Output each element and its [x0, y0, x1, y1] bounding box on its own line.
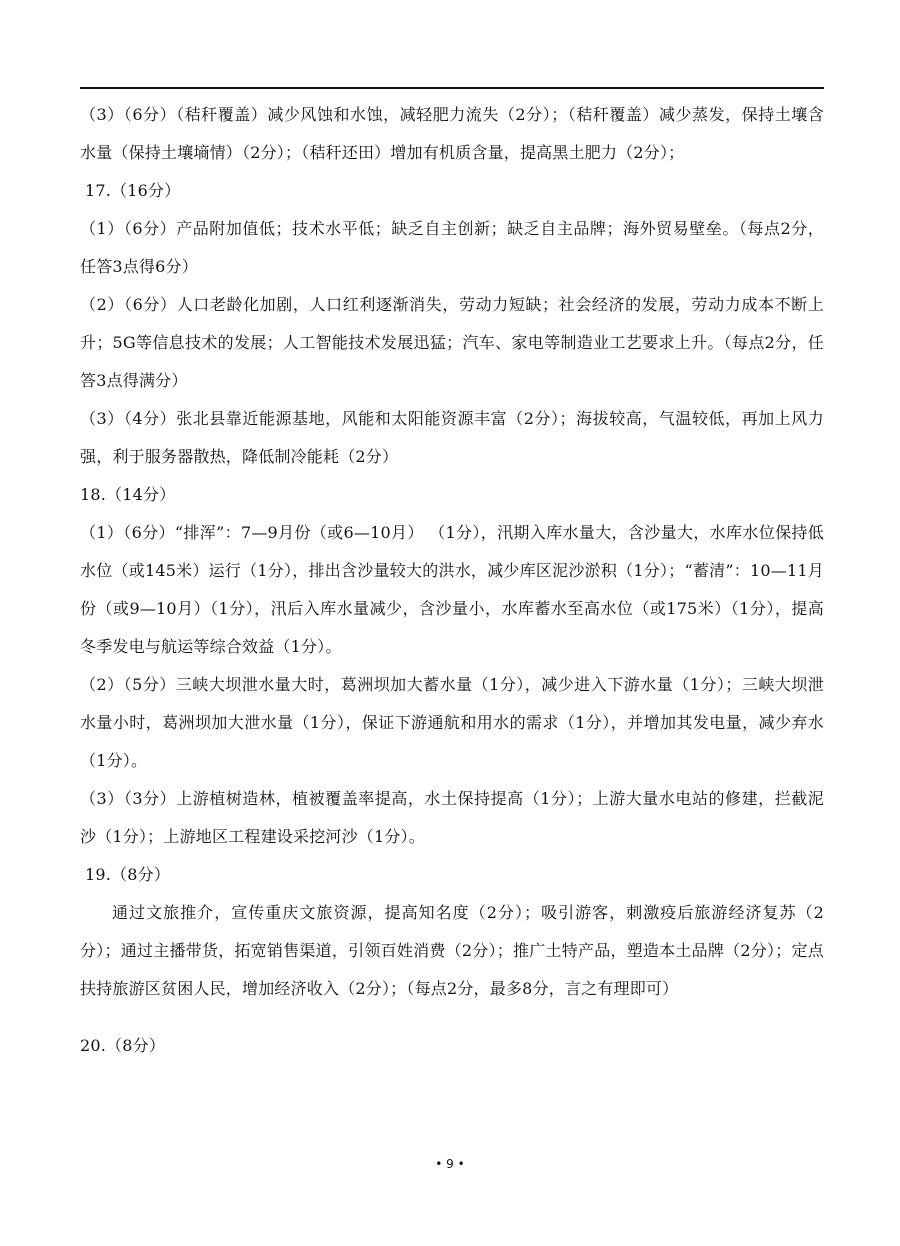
section-gap — [80, 1008, 824, 1027]
q17-heading: 17.（16分） — [85, 181, 181, 200]
q20-heading: 20.（8分） — [80, 1036, 166, 1055]
q17-part3-answer: （3）（4分）张北县靠近能源基地，风能和太阳能资源丰富（2分）；海拔较高，气温较低，再加上风力强，利于服务器散热，降低制冷能耗（2分） — [80, 409, 824, 466]
q17-part2-answer: （2）（6分）人口老龄化加剧，人口红利逐渐消失，劳动力短缺；社会经济的发展，劳动力成本不断上升；5G等信息技术的发展；人工智能技术发展迅猛；汽车、家电等制造业工艺要求上升。（每点2分，任答3点得满分） — [80, 295, 824, 390]
header-rule — [80, 87, 824, 89]
q18-part1-answer: （1）（6分）“排浑”：7—9月份（或6—10月） （1分），汛期入库水量大，含沙量大，水库水位保持低水位（或145米）运行（1分），排出含沙量较大的洪水，减少库区泥沙淤积（1分）；“蓄清”：10—11月份（或9—10月）（1分），汛后入库水量减少，含沙量小，水库蓄水至高水位（或175米）（1分），提高冬季发电与航运等综合效益（1分）。 — [80, 523, 824, 656]
q18-heading: 18.（14分） — [80, 485, 176, 504]
q17-part1-answer: （1）（6分）产品附加值低；技术水平低；缺乏自主创新；缺乏自主品牌；海外贸易壁垒。（每点2分，任答3点得6分） — [80, 219, 824, 276]
q16-part3-answer: （3）（6分）（秸秆覆盖）减少风蚀和水蚀，减轻肥力流失（2分）；（秸秆覆盖）减少蒸发，保持土壤含水量（保持土壤墒情）（2分）；（秸秆还田）增加有机质含量，提高黑土肥力（2分）； — [80, 105, 824, 162]
q18-part2-answer: （2）（5分）三峡大坝泄水量大时，葛洲坝加大蓄水量（1分），减少进入下游水量（1分）；三峡大坝泄水量小时，葛洲坝加大泄水量（1分），保证下游通航和用水的需求（1分），并增加其发电量，减少弃水（1分）。 — [80, 675, 824, 770]
q19-answer: 通过文旅推介，宣传重庆文旅资源，提高知名度（2分）；吸引游客，刺激疫后旅游经济复苏（2分）；通过主播带货，拓宽销售渠道，引领百姓消费（2分）；推广土特产品，塑造本土品牌（2分）；定点扶持旅游区贫困人民，增加经济收入（2分）；（每点2分，最多8分，言之有理即可） — [80, 903, 824, 998]
q19-heading: 19.（8分） — [85, 865, 171, 884]
q18-part3-answer: （3）（3分）上游植树造林，植被覆盖率提高，水土保持提高（1分）；上游大量水电站的修建，拦截泥沙（1分）；上游地区工程建设采挖河沙（1分）。 — [80, 789, 824, 846]
page-number: • 9 • — [435, 1157, 465, 1171]
answer-key-body — [80, 96, 824, 1065]
